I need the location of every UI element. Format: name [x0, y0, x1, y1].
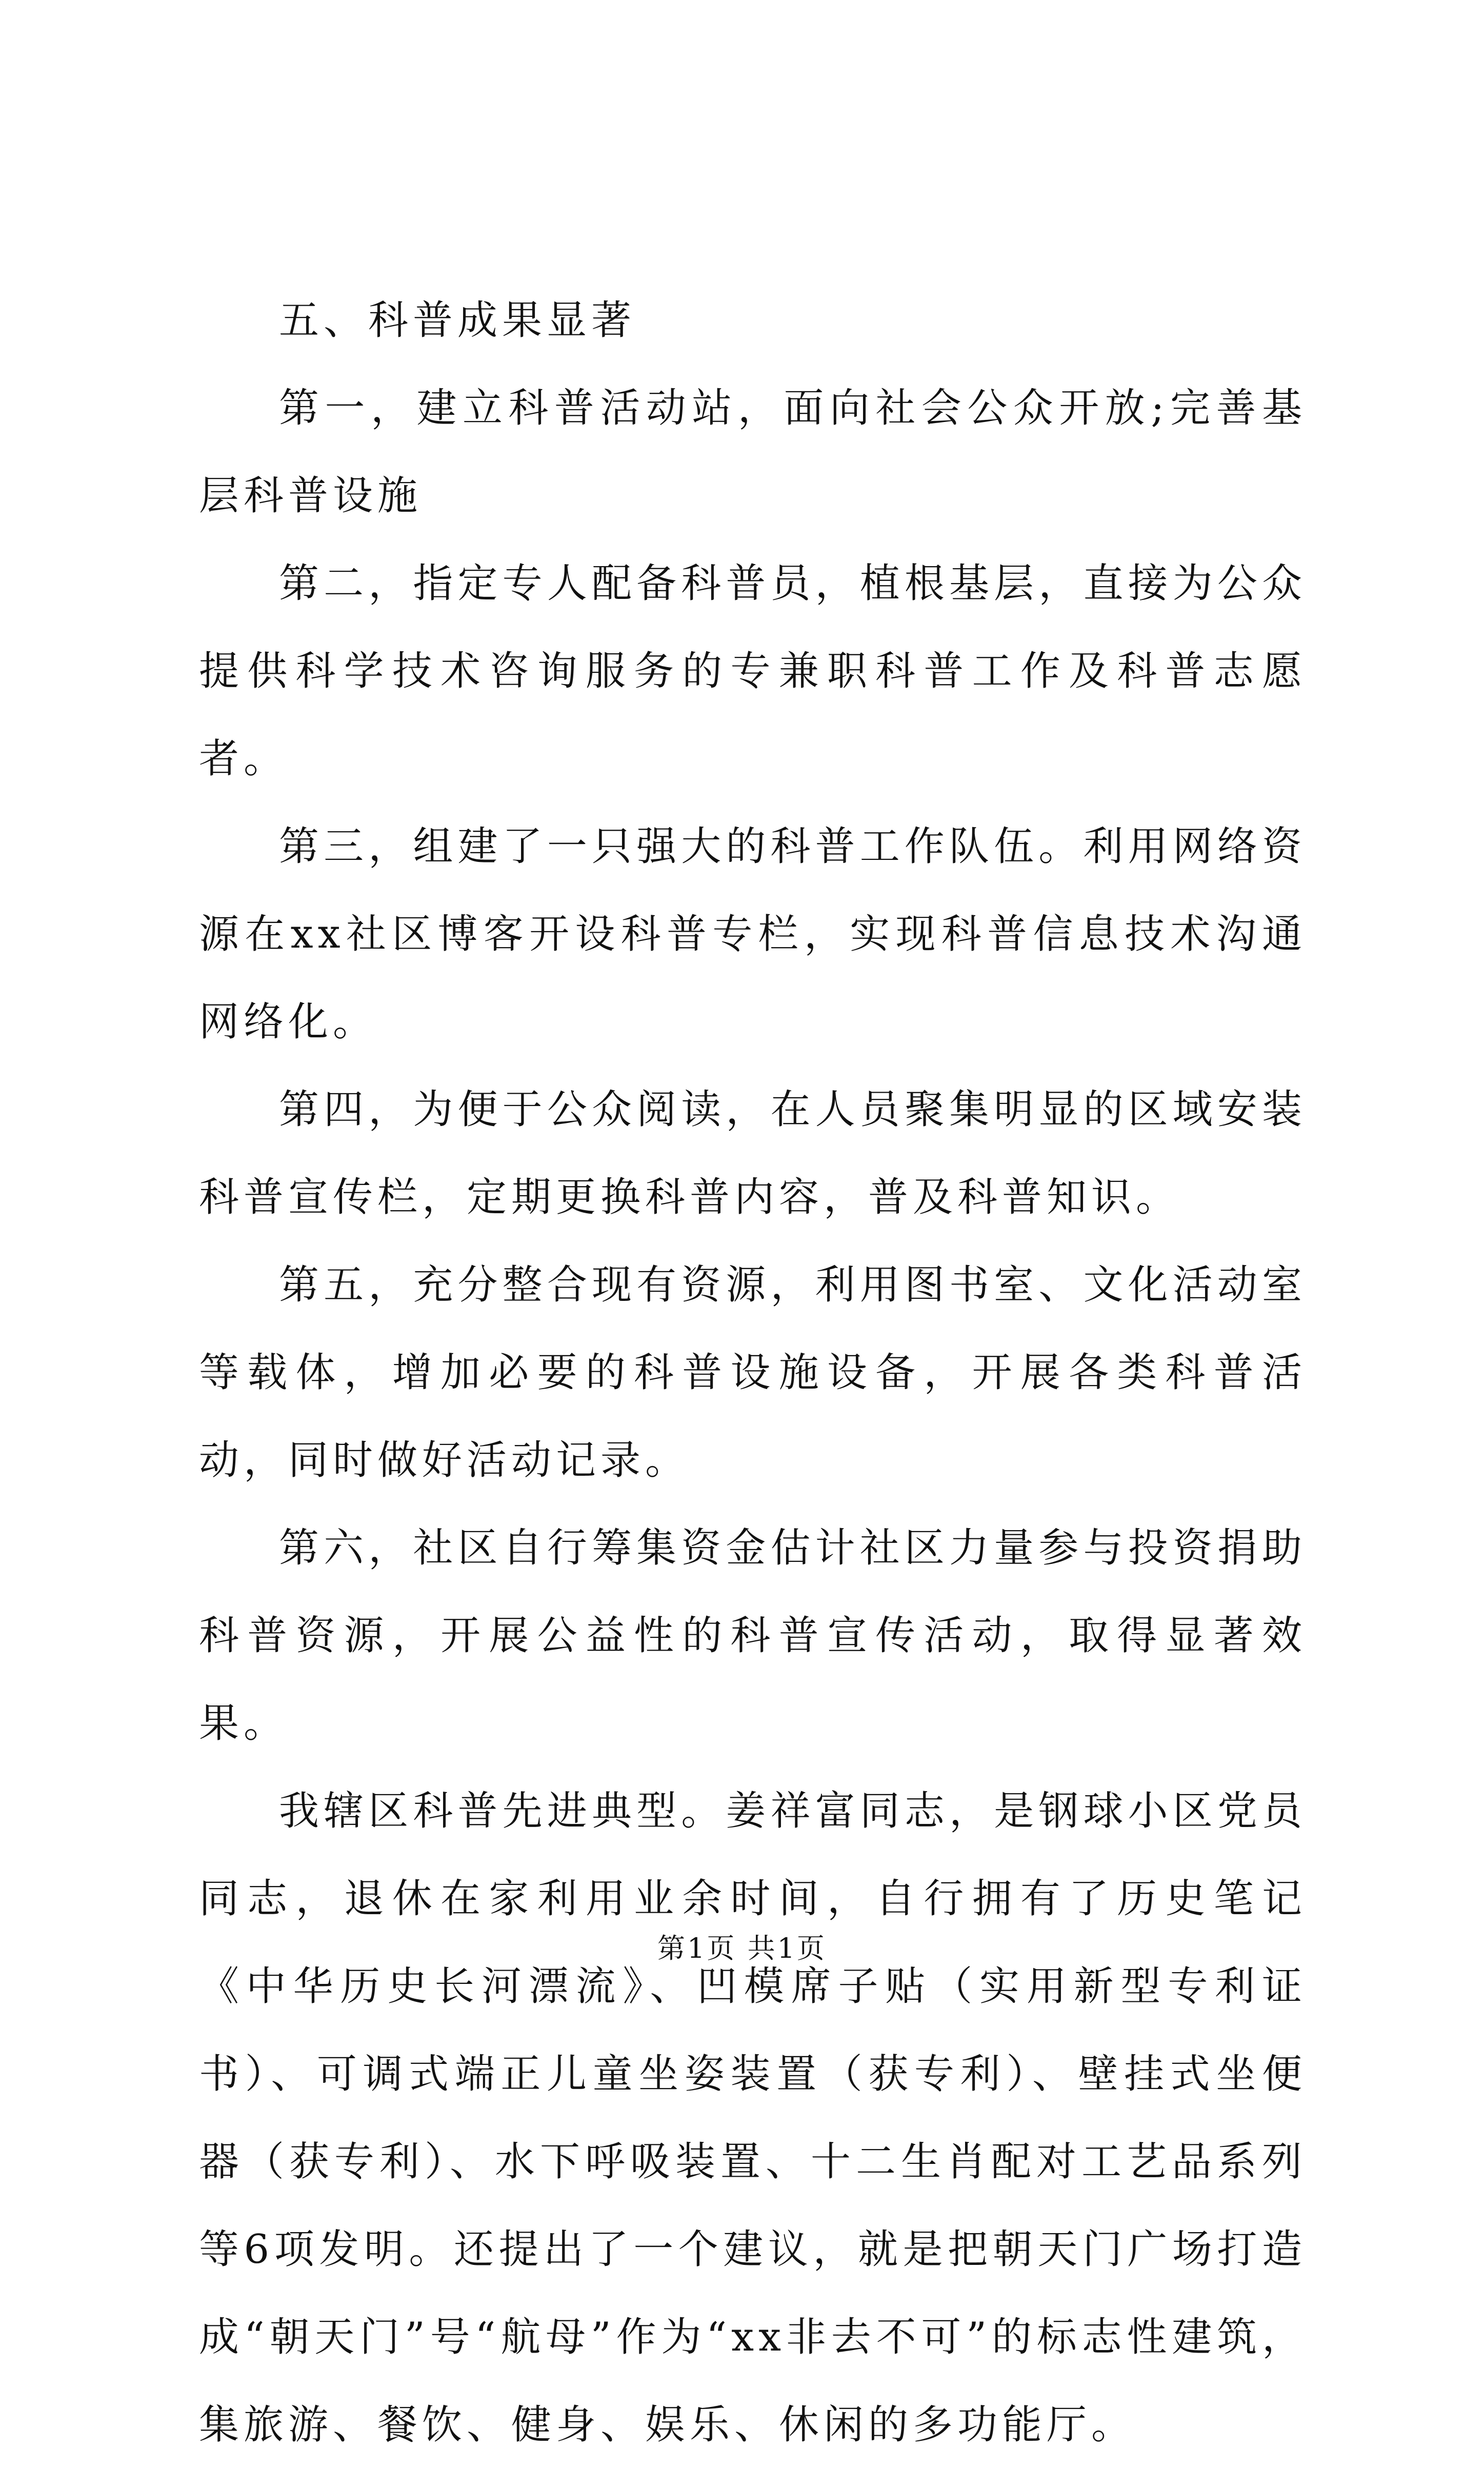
paragraph-3: 第三，组建了一只强大的科普工作队伍。利用网络资源在xx社区博客开设科普专栏，实现科普信息技术沟通网络化。 [199, 824, 1307, 1045]
document-body [199, 277, 1307, 2469]
paragraph-1: 第一，建立科普活动站，面向社会公众开放;完善基层科普设施 [199, 385, 1307, 519]
section-heading: 五、科普成果显著 [279, 297, 636, 344]
paragraph-2: 第二，指定专人配备科普员，植根基层，直接为公众提供科学技术咨询服务的专兼职科普工作及科普志愿者。 [199, 560, 1307, 782]
paragraph-7: 我辖区科普先进典型。姜祥富同志，是钢球小区党员同志，退休在家利用业余时间，自行拥有了历史笔记《中华历史长河漂流》、凹模席子贴（实用新型专利证书）、可调式端正儿童坐姿装置（获专利）、壁挂式坐便器（获专利）、水下呼吸装置、十二生肖配对工艺品系列等6项发明。还提出了一个建议，就是把朝天门广场打造成“朝天门”号“航母”作为“xx非去不可”的标志性建筑，集旅游、餐饮、健身、娱乐、休闲的多功能厅。 [199, 1788, 1307, 2448]
paragraph-5: 第五，充分整合现有资源，利用图书室、文化活动室等载体，增加必要的科普设施设备，开展各类科普活动，同时做好活动记录。 [199, 1262, 1307, 1483]
paragraph-6: 第六，社区自行筹集资金估计社区力量参与投资捐助科普资源，开展公益性的科普宣传活动，取得显著效果。 [199, 1525, 1307, 1747]
page-number-footer: 第1页 共1页 [657, 1932, 827, 1964]
paragraph-4: 第四，为便于公众阅读，在人员聚集明显的区域安装科普宣传栏，定期更换科普内容，普及科普知识。 [199, 1087, 1307, 1220]
